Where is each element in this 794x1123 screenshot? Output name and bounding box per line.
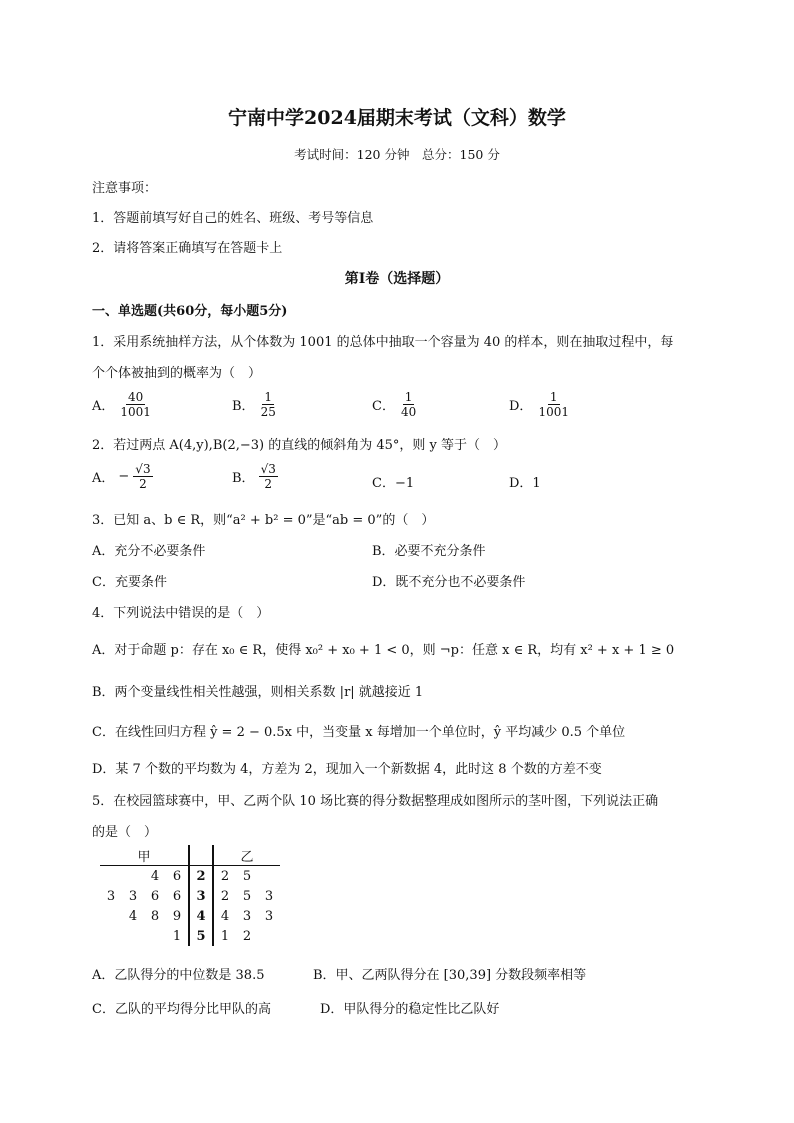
notes-heading: 注意事项： <box>92 181 158 196</box>
leaf: 5 <box>242 868 252 884</box>
q4-option-c: C．在线性回归方程 ŷ = 2 − 0.5x 中，当变量 x 每增加一个单位时，ŷ 平均减少 0.5 个单位 <box>92 725 626 740</box>
leaf: 8 <box>150 908 160 924</box>
leaf: 4 <box>128 908 138 924</box>
leaf: 6 <box>172 868 182 884</box>
team-yi-header: 乙 <box>213 845 280 866</box>
leaf: 1 <box>220 928 230 944</box>
leaf: 2 <box>242 928 252 944</box>
fraction <box>536 390 571 419</box>
leaf: 3 <box>128 888 138 904</box>
q3-option-b: B．必要不充分条件 <box>372 544 486 559</box>
q2-option-c: C．−1 <box>372 476 415 491</box>
exam-info: 考试时间：120 分钟 总分：150 分 <box>294 147 500 162</box>
numerator: 40 <box>128 390 144 404</box>
denominator: 2 <box>264 477 273 491</box>
denominator: 1001 <box>120 405 151 419</box>
q4-option-a: A．对于命题 p：存在 x₀ ∈ R，使得 x₀² + x₀ + 1 < 0，则 ¬p：任意 x ∈ R，均有 x² + x + 1 ≥ 0 <box>92 643 675 658</box>
leaf: 9 <box>172 908 182 924</box>
q2-option-d: D．1 <box>509 476 541 491</box>
q4-stem: 4．下列说法中错误的是（ ） <box>92 606 270 621</box>
stem-leaf-row <box>100 886 280 906</box>
stem-leaf-row <box>100 866 280 887</box>
stem-leaf-header-row <box>100 845 280 866</box>
leaf <box>258 926 280 946</box>
leaf <box>258 866 280 887</box>
fraction <box>118 390 153 419</box>
q5-option-a: A．乙队得分的中位数是 38.5 <box>92 968 265 983</box>
stem-leaf-row <box>100 926 280 946</box>
q2-option-b <box>232 462 278 491</box>
q5-stem-line2: 的是（ ） <box>92 825 158 840</box>
q1-option-d <box>509 390 571 419</box>
q2-option-a <box>92 462 153 491</box>
q5-stem-line1: 5．在校园篮球赛中，甲、乙两个队 10 场比赛的得分数据整理成如图所示的茎叶图，下列说法正确 <box>92 794 659 809</box>
leaf: 3 <box>106 888 116 904</box>
stem-leaf-row <box>100 906 280 926</box>
q5-option-b: B．甲、乙两队得分在 [30,39] 分数段频率相等 <box>313 968 587 983</box>
q1-option-a <box>92 390 153 419</box>
leaf <box>122 926 144 946</box>
leaf: 6 <box>172 888 182 904</box>
numerator: 1 <box>404 390 413 404</box>
fraction <box>259 462 278 491</box>
numerator: √3 <box>260 462 276 476</box>
numerator: √3 <box>135 462 151 476</box>
q3-option-d: D．既不充分也不必要条件 <box>372 575 526 590</box>
leaf <box>122 866 144 887</box>
option-label: B． <box>232 399 255 414</box>
note-item-1: 1．答题前填写好自己的姓名、班级、考号等信息 <box>92 211 374 226</box>
page-title: 宁南中学2024届期末考试（文科）数学 <box>228 107 566 129</box>
option-label: A． <box>92 471 115 486</box>
q2-stem: 2．若过两点 A(4,y),B(2,−3) 的直线的倾斜角为 45°，则 y 等于（ ） <box>92 438 506 453</box>
q1-option-b <box>232 390 278 419</box>
option-label: B． <box>232 471 255 486</box>
stem: 4 <box>189 906 213 926</box>
part-heading: 一、单选题(共60分，每小题5分) <box>92 304 288 319</box>
leaf <box>100 906 122 926</box>
leaf <box>100 866 122 887</box>
stem-header <box>189 845 213 866</box>
stem: 2 <box>189 866 213 887</box>
leaf: 2 <box>220 868 230 884</box>
option-label: C． <box>372 399 395 414</box>
q4-option-d: D．某 7 个数的平均数为 4，方差为 2，现加入一个新数据 4，此时这 8 个数的方差不变 <box>92 762 602 777</box>
note-item-2: 2．请将答案正确填写在答题卡上 <box>92 241 283 256</box>
team-jia-header: 甲 <box>100 845 189 866</box>
option-label: D． <box>509 399 533 414</box>
q1-stem-line2: 个个体被抽到的概率为（ ） <box>92 366 262 381</box>
denominator: 1001 <box>538 405 569 419</box>
fraction <box>399 390 418 419</box>
denominator: 2 <box>139 477 147 491</box>
stem: 5 <box>189 926 213 946</box>
fraction <box>259 390 278 419</box>
q3-option-c: C．充要条件 <box>92 575 167 590</box>
leaf: 5 <box>242 888 252 904</box>
leaf: 3 <box>264 908 274 924</box>
q4-option-b: B．两个变量线性相关性越强，则相关系数 |r| 就越接近 1 <box>92 685 424 700</box>
leaf <box>144 926 166 946</box>
minus-sign: − <box>118 469 130 484</box>
denominator: 40 <box>400 405 417 419</box>
stem-leaf-plot <box>100 845 280 946</box>
numerator: 1 <box>549 390 558 404</box>
leaf: 4 <box>150 868 160 884</box>
denominator: 25 <box>260 405 276 419</box>
q1-option-c <box>372 390 418 419</box>
leaf: 6 <box>150 888 160 904</box>
leaf: 2 <box>220 888 230 904</box>
q5-option-d: D．甲队得分的稳定性比乙队好 <box>320 1002 500 1017</box>
option-label: A． <box>92 399 115 414</box>
volume-heading: 第Ⅰ卷（选择题） <box>344 271 450 287</box>
q5-option-c: C．乙队的平均得分比甲队的高 <box>92 1002 271 1017</box>
leaf: 4 <box>220 908 230 924</box>
fraction <box>133 462 152 491</box>
stem: 3 <box>189 886 213 906</box>
leaf: 1 <box>172 928 182 944</box>
q3-stem: 3．已知 a、b ∈ R，则“a² + b² = 0”是“ab = 0”的（ ） <box>92 513 435 528</box>
q3-option-a: A．充分不必要条件 <box>92 544 206 559</box>
q1-stem-line1: 1．采用系统抽样方法，从个体数为 1001 的总体中抽取一个容量为 40 的样本，则在抽取过程中，每 <box>92 335 674 350</box>
numerator: 1 <box>264 390 273 404</box>
leaf <box>100 926 122 946</box>
leaf: 3 <box>242 908 252 924</box>
leaf: 3 <box>264 888 274 904</box>
